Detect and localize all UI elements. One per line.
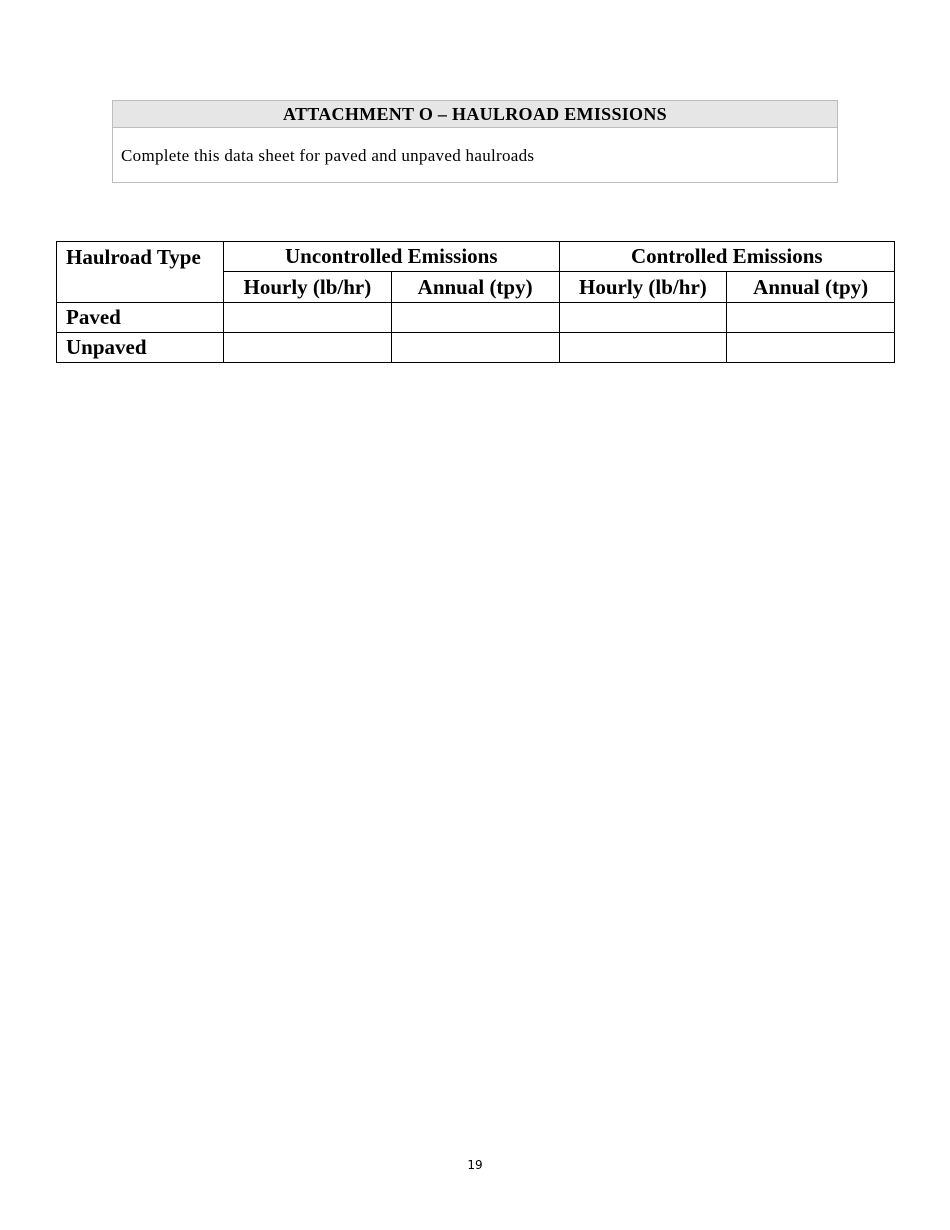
uncontrolled-annual-header: Annual (tpy) xyxy=(391,272,559,303)
unpaved-controlled-annual-cell[interactable] xyxy=(727,333,895,363)
controlled-annual-header: Annual (tpy) xyxy=(727,272,895,303)
controlled-hourly-header: Hourly (lb/hr) xyxy=(559,272,727,303)
attachment-title: ATTACHMENT O – HAULROAD EMISSIONS xyxy=(113,101,837,128)
attachment-header-box xyxy=(112,100,838,183)
uncontrolled-emissions-header: Uncontrolled Emissions xyxy=(224,242,560,272)
paved-uncontrolled-annual-cell[interactable] xyxy=(391,303,559,333)
haulroad-type-header: Haulroad Type xyxy=(57,242,224,303)
paved-controlled-annual-cell[interactable] xyxy=(727,303,895,333)
table-header-row xyxy=(57,242,895,272)
page-number: 19 xyxy=(467,1158,483,1172)
unpaved-controlled-hourly-cell[interactable] xyxy=(559,333,727,363)
row-label-unpaved: Unpaved xyxy=(57,333,224,363)
uncontrolled-hourly-header: Hourly (lb/hr) xyxy=(224,272,392,303)
attachment-instructions: Complete this data sheet for paved and unpaved haulroads xyxy=(121,146,535,165)
unpaved-uncontrolled-annual-cell[interactable] xyxy=(391,333,559,363)
controlled-emissions-header: Controlled Emissions xyxy=(559,242,895,272)
row-label-paved: Paved xyxy=(57,303,224,333)
table-row xyxy=(57,333,895,363)
paved-controlled-hourly-cell[interactable] xyxy=(559,303,727,333)
paved-uncontrolled-hourly-cell[interactable] xyxy=(224,303,392,333)
table-row xyxy=(57,303,895,333)
haulroad-emissions-table xyxy=(56,241,895,363)
unpaved-uncontrolled-hourly-cell[interactable] xyxy=(224,333,392,363)
